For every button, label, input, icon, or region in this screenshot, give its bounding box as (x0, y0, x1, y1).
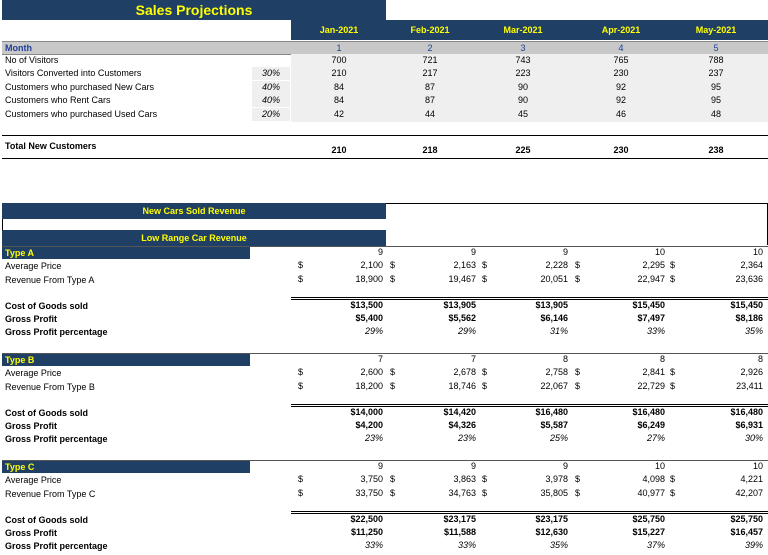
gross-profit-value[interactable]: $15,227 (632, 527, 665, 537)
dollar-sign: $ (670, 260, 676, 270)
cogs-value[interactable]: $25,750 (730, 514, 763, 524)
gross-profit-pct-value[interactable]: 27% (646, 433, 665, 443)
data-row (2, 67, 768, 80)
unit-count[interactable]: 7 (470, 354, 476, 364)
avg-price-value[interactable]: 3,863 (453, 474, 476, 484)
unit-count[interactable]: 9 (562, 461, 568, 471)
month-number: 2 (427, 43, 433, 53)
avg-price-value[interactable]: 2,228 (545, 260, 568, 270)
unit-count[interactable]: 10 (654, 247, 665, 257)
cell-value[interactable]: 700 (331, 55, 347, 65)
data-row (2, 81, 768, 94)
dollar-sign: $ (670, 488, 676, 498)
dollar-sign: $ (298, 488, 304, 498)
dollar-sign: $ (298, 474, 304, 484)
month-number: 1 (336, 43, 342, 53)
avg-price-value[interactable]: 4,221 (740, 474, 763, 484)
dollar-sign: $ (390, 274, 396, 284)
cell-value[interactable]: 237 (708, 68, 724, 79)
cell-value[interactable]: 765 (613, 55, 629, 65)
month-header-cell[interactable]: Jan-2021 (319, 25, 359, 35)
month-header-cell[interactable]: Mar-2021 (503, 25, 543, 35)
dollar-sign: $ (482, 274, 488, 284)
avg-price-value[interactable]: 2,600 (360, 367, 383, 377)
unit-count[interactable]: 10 (752, 247, 763, 257)
avg-price-value[interactable]: 2,678 (453, 367, 476, 377)
unit-count[interactable]: 9 (470, 247, 476, 257)
gross-profit-pct-value[interactable]: 29% (457, 326, 476, 336)
revenue-value[interactable]: 23,411 (736, 381, 763, 391)
type-header: Type C (2, 461, 250, 473)
rate-input[interactable]: 20% (252, 108, 290, 121)
data-row (2, 94, 768, 107)
unit-count[interactable]: 7 (377, 354, 383, 364)
dollar-sign: $ (298, 260, 304, 270)
unit-count[interactable]: 9 (377, 247, 383, 257)
unit-count[interactable]: 8 (659, 354, 665, 364)
cell-value[interactable]: 721 (422, 55, 438, 65)
month-header-cell[interactable]: May-2021 (695, 25, 737, 35)
section-header: New Cars Sold Revenue (2, 203, 386, 219)
gross-profit-pct-value[interactable]: 35% (549, 540, 568, 550)
gross-profit-value[interactable]: $6,146 (540, 313, 568, 323)
unit-count[interactable]: 8 (562, 354, 568, 364)
cogs-value[interactable]: $14,420 (443, 407, 476, 417)
dollar-sign: $ (298, 367, 304, 377)
gross-profit-value[interactable]: $16,457 (730, 527, 763, 537)
gross-profit-pct-value[interactable]: 37% (646, 540, 665, 550)
gross-profit-value[interactable]: $11,588 (443, 527, 476, 537)
dollar-sign: $ (298, 274, 304, 284)
revenue-value[interactable]: 20,051 (540, 274, 568, 284)
subsection-header: Low Range Car Revenue (2, 230, 386, 246)
cell-value[interactable]: 44 (424, 108, 435, 119)
dollar-sign: $ (390, 474, 396, 484)
cell-value[interactable]: 95 (710, 81, 721, 92)
cell-value[interactable]: 87 (424, 95, 435, 106)
revenue-label: Revenue From Type A (5, 275, 95, 285)
cell-value[interactable]: 788 (708, 55, 724, 65)
unit-count[interactable]: 9 (470, 461, 476, 471)
cell-value[interactable]: 90 (517, 95, 528, 106)
rate-input[interactable]: 40% (252, 94, 290, 107)
revenue-value[interactable]: 22,067 (540, 381, 568, 391)
revenue-value[interactable]: 35,805 (540, 488, 568, 498)
cell-value[interactable]: 95 (710, 95, 721, 106)
gross-profit-pct-label: Gross Profit percentage (5, 327, 108, 337)
cell-value[interactable]: 743 (515, 55, 531, 65)
gross-profit-pct-value[interactable]: 33% (364, 540, 383, 550)
gross-profit-value[interactable]: $5,400 (355, 313, 383, 323)
total-value[interactable]: 225 (515, 145, 531, 155)
revenue-value[interactable]: 33,750 (355, 488, 383, 498)
cell-value[interactable]: 223 (515, 68, 531, 79)
revenue-value[interactable]: 23,636 (735, 274, 763, 284)
dollar-sign: $ (390, 381, 396, 391)
revenue-label: Revenue From Type B (5, 382, 95, 392)
unit-count[interactable]: 9 (377, 461, 383, 471)
page-title: Sales Projections (2, 0, 386, 20)
revenue-value[interactable]: 34,763 (448, 488, 476, 498)
divider (291, 297, 768, 298)
divider (291, 511, 768, 512)
dollar-sign: $ (575, 381, 581, 391)
dollar-sign: $ (575, 474, 581, 484)
cell-value[interactable]: 217 (422, 68, 438, 79)
data-row (2, 54, 768, 67)
month-header-cell[interactable]: Apr-2021 (601, 25, 641, 35)
cell-value[interactable]: 84 (333, 81, 344, 92)
dollar-sign: $ (575, 260, 581, 270)
cogs-value[interactable]: $16,480 (535, 407, 568, 417)
dollar-sign: $ (298, 381, 304, 391)
avg-price-value[interactable]: 2,758 (545, 367, 568, 377)
gross-profit-pct-value[interactable]: 25% (549, 433, 568, 443)
cogs-value[interactable]: $23,175 (443, 514, 476, 524)
gross-profit-value[interactable]: $7,497 (637, 313, 665, 323)
cogs-label: Cost of Goods sold (5, 408, 88, 418)
dollar-sign: $ (575, 274, 581, 284)
total-value[interactable]: 218 (422, 145, 438, 155)
month-number: 5 (713, 43, 719, 53)
dollar-sign: $ (575, 488, 581, 498)
type-header: Type A (2, 247, 250, 259)
gross-profit-label: Gross Profit (5, 314, 58, 324)
gross-profit-value[interactable]: $11,250 (350, 527, 383, 537)
dollar-sign: $ (390, 260, 396, 270)
avg-price-value[interactable]: 2,926 (740, 367, 763, 377)
avg-price-value[interactable]: 2,364 (740, 260, 763, 270)
dollar-sign: $ (482, 367, 488, 377)
gross-profit-value[interactable]: $8,186 (735, 313, 763, 323)
cogs-value[interactable]: $16,480 (730, 407, 763, 417)
gross-profit-pct-value[interactable]: 23% (364, 433, 383, 443)
cell-value[interactable]: 45 (517, 108, 528, 119)
cogs-value[interactable]: $25,750 (632, 514, 665, 524)
gross-profit-value[interactable]: $4,326 (448, 420, 476, 430)
divider (2, 158, 768, 159)
unit-count[interactable]: 10 (752, 461, 763, 471)
dollar-sign: $ (670, 367, 676, 377)
unit-count[interactable]: 9 (562, 247, 568, 257)
dollar-sign: $ (482, 488, 488, 498)
cell-value[interactable]: 90 (517, 81, 528, 92)
cogs-label: Cost of Goods sold (5, 301, 88, 311)
gross-profit-pct-value[interactable]: 35% (744, 326, 763, 336)
cogs-value[interactable]: $15,450 (730, 300, 763, 310)
dollar-sign: $ (390, 488, 396, 498)
cell-value[interactable]: 92 (615, 95, 626, 106)
revenue-label: Revenue From Type C (5, 489, 96, 499)
cell-value[interactable]: 46 (615, 108, 626, 119)
total-value[interactable]: 238 (708, 145, 724, 155)
divider (2, 135, 768, 136)
revenue-value[interactable]: 18,746 (448, 381, 476, 391)
cell-value[interactable]: 42 (333, 108, 344, 119)
cogs-value[interactable]: $16,480 (632, 407, 665, 417)
dollar-sign: $ (670, 381, 676, 391)
cogs-value[interactable]: $15,450 (632, 300, 665, 310)
dollar-sign: $ (670, 274, 676, 284)
total-label: Total New Customers (5, 141, 97, 151)
month-number: 4 (618, 43, 624, 53)
gross-profit-label: Gross Profit (5, 528, 58, 538)
unit-count[interactable]: 10 (654, 461, 665, 471)
avg-price-value[interactable]: 2,295 (642, 260, 665, 270)
row-label: Customers who purchased Used Cars (5, 108, 158, 119)
data-row (2, 108, 768, 121)
cell-value[interactable]: 230 (613, 68, 629, 79)
row-label: Visitors Converted into Customers (5, 68, 142, 79)
month-label: Month (5, 43, 32, 53)
unit-count[interactable]: 8 (757, 354, 763, 364)
cogs-value[interactable]: $23,175 (535, 514, 568, 524)
avg-price-value[interactable]: 4,098 (642, 474, 665, 484)
gross-profit-value[interactable]: $6,931 (735, 420, 763, 430)
gross-profit-pct-value[interactable]: 23% (457, 433, 476, 443)
gross-profit-pct-value[interactable]: 29% (364, 326, 383, 336)
avg-price-value[interactable]: 2,100 (360, 260, 383, 270)
gross-profit-value[interactable]: $12,630 (535, 527, 568, 537)
revenue-value[interactable]: 40,977 (637, 488, 665, 498)
rate-input[interactable]: 30% (252, 67, 290, 80)
gross-profit-pct-value[interactable]: 30% (744, 433, 763, 443)
avg-price-value[interactable]: 3,750 (360, 474, 383, 484)
cogs-label: Cost of Goods sold (5, 515, 88, 525)
rate-input[interactable]: 40% (252, 81, 290, 94)
month-header-row (291, 20, 768, 40)
dollar-sign: $ (482, 474, 488, 484)
avg-price-value[interactable]: 3,978 (545, 474, 568, 484)
divider (291, 404, 768, 405)
cell-value[interactable]: 48 (710, 108, 721, 119)
revenue-value[interactable]: 19,467 (448, 274, 476, 284)
avg-price-value[interactable]: 2,163 (453, 260, 476, 270)
revenue-value[interactable]: 22,947 (637, 274, 665, 284)
gross-profit-label: Gross Profit (5, 421, 58, 431)
gross-profit-value[interactable]: $5,587 (540, 420, 568, 430)
row-label: Customers who purchased New Cars (5, 81, 155, 92)
month-header-cell[interactable]: Feb-2021 (410, 25, 450, 35)
gross-profit-pct-label: Gross Profit percentage (5, 541, 108, 551)
gross-profit-pct-value[interactable]: 33% (646, 326, 665, 336)
revenue-value[interactable]: 42,207 (735, 488, 763, 498)
month-number: 3 (520, 43, 526, 53)
gross-profit-pct-value[interactable]: 33% (457, 540, 476, 550)
gross-profit-pct-value[interactable]: 31% (549, 326, 568, 336)
total-value[interactable]: 210 (331, 145, 347, 155)
cogs-value[interactable]: $13,905 (535, 300, 568, 310)
dollar-sign: $ (390, 367, 396, 377)
gross-profit-value[interactable]: $5,562 (448, 313, 476, 323)
avg-price-label: Average Price (5, 261, 62, 271)
cell-value[interactable]: 92 (615, 81, 626, 92)
dollar-sign: $ (482, 260, 488, 270)
cell-value[interactable]: 210 (331, 68, 347, 79)
avg-price-value[interactable]: 2,841 (642, 367, 665, 377)
gross-profit-pct-value[interactable]: 39% (744, 540, 763, 550)
dollar-sign: $ (670, 474, 676, 484)
revenue-value[interactable]: 18,900 (355, 274, 383, 284)
gross-profit-pct-label: Gross Profit percentage (5, 434, 108, 444)
revenue-value[interactable]: 18,200 (355, 381, 383, 391)
cogs-value[interactable]: $14,000 (350, 407, 383, 417)
total-value[interactable]: 230 (613, 145, 629, 155)
cell-value[interactable]: 87 (424, 81, 435, 92)
gross-profit-value[interactable]: $6,249 (637, 420, 665, 430)
cell-value[interactable]: 84 (333, 95, 344, 106)
gross-profit-value[interactable]: $4,200 (355, 420, 383, 430)
revenue-value[interactable]: 22,729 (637, 381, 665, 391)
avg-price-label: Average Price (5, 368, 62, 378)
type-header: Type B (2, 354, 250, 366)
cogs-value[interactable]: $22,500 (350, 514, 383, 524)
cogs-value[interactable]: $13,905 (443, 300, 476, 310)
dollar-sign: $ (482, 381, 488, 391)
dollar-sign: $ (575, 367, 581, 377)
month-number-row (2, 41, 768, 55)
avg-price-label: Average Price (5, 475, 62, 485)
row-label: Customers who Rent Cars (5, 95, 111, 106)
total-row (2, 140, 768, 153)
row-label: No of Visitors (5, 55, 59, 65)
cogs-value[interactable]: $13,500 (350, 300, 383, 310)
